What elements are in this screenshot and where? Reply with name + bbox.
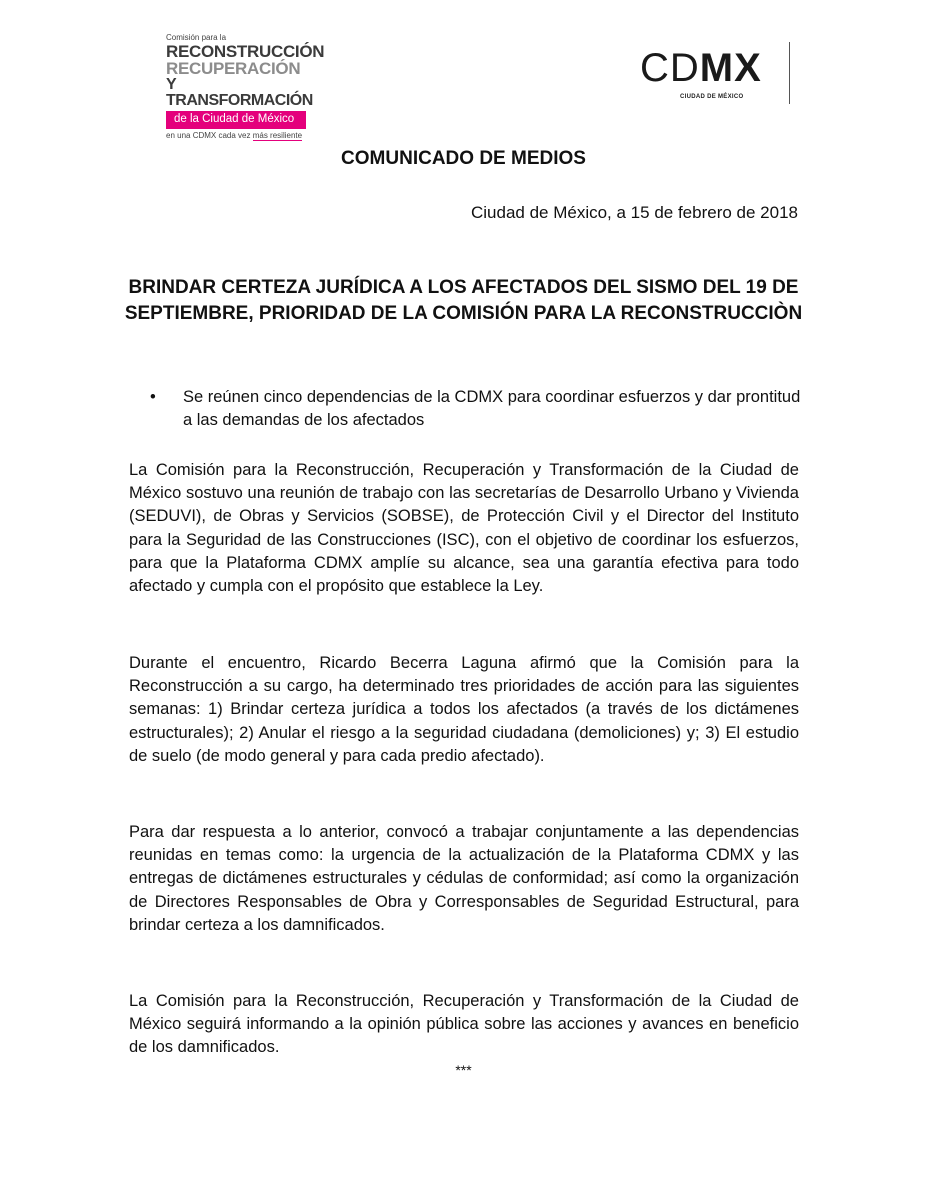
cdmx-mark-bold: MX [699,46,762,90]
cdmx-divider [789,42,790,104]
cdmx-subtitle: CIUDAD DE MÉXICO [680,94,744,100]
paragraph-3: Para dar respuesta a lo anterior, convocó a trabajar conjuntamente a las dependencias reunidas en temas como: la urgencia de la actualización de la Plataforma CDMX y las entregas de dictámenes estructurales y cédulas de conformidad; así como la organización de Directores Responsables de Obra y Corresponsables de Seguridad Estructural, para brindar certeza a los damnificados. [129,823,799,934]
paragraph-1: La Comisión para la Reconstrucción, Recuperación y Transformación de la Ciudad de México sostuvo una reunión de trabajo con las secretarías de Desarrollo Urbano y Vivienda (SEDUVI), de Obras y Servicios (SOBSE), de Protección Civil y el Director del Instituto para la Seguridad de las Construcciones (ISC), con el objetivo de coordinar los esfuerzos, para que la Plataforma CDMX amplíe su alcance, sea una garantía efectiva para todo afectado y cumpla con el propósito que establece la Ley. [129,461,799,596]
logo-line-reconstruccion: RECONSTRUCCIÓN [166,42,325,61]
cdmx-logo [640,46,795,106]
commission-logo [166,33,325,140]
logo-tagline [166,132,316,140]
cdmx-wordmark [640,46,762,90]
logo-line-transformacion: Y TRANSFORMACIÓN [166,76,313,109]
cdmx-mark-thin: CD [640,46,700,90]
paragraph-4: La Comisión para la Reconstrucción, Recuperación y Transformación de la Ciudad de México seguirá informando a la opinión pública sobre las acciones y avances en beneficio de los damnificados. [129,992,799,1057]
logo-line-recuperacion: RECUPERACIÓN [166,59,301,78]
tagline-prefix: en una CDMX cada vez [166,130,253,140]
headline: BRINDAR CERTEZA JURÍDICA A LOS AFECTADOS DEL SISMO DEL 19 DE SEPTIEMBRE, PRIORIDAD DE LA COMISIÓN PARA LA RECONSTRUCCIÒN [124,277,803,324]
paragraph-2: Durante el encuentro, Ricardo Becerra Laguna afirmó que la Comisión para la Reconstrucción a su cargo, ha determinado tres prioridades de acción para las siguientes semanas: 1) Brindar certeza jurídica a todos los afectados (a través de los dictámenes estructurales); 2) Anular el riesgo a la seguridad ciudadana (demoliciones) y; 3) El estudio de suelo (de modo general y para cada predio afectado). [129,654,799,765]
end-mark: *** [455,1062,472,1078]
logo-small-text: Comisión para la [166,33,227,42]
document-heading: COMUNICADO DE MEDIOS [341,148,586,169]
logo-banner: de la Ciudad de México [166,111,306,129]
tagline-highlight: más resiliente [252,130,303,140]
bullet-icon: • [150,388,156,406]
dateline: Ciudad de México, a 15 de febrero de 2018 [470,203,798,222]
bullet-text: Se reúnen cinco dependencias de la CDMX para coordinar esfuerzos y dar prontitud a las demandas de los afectados [183,388,801,429]
